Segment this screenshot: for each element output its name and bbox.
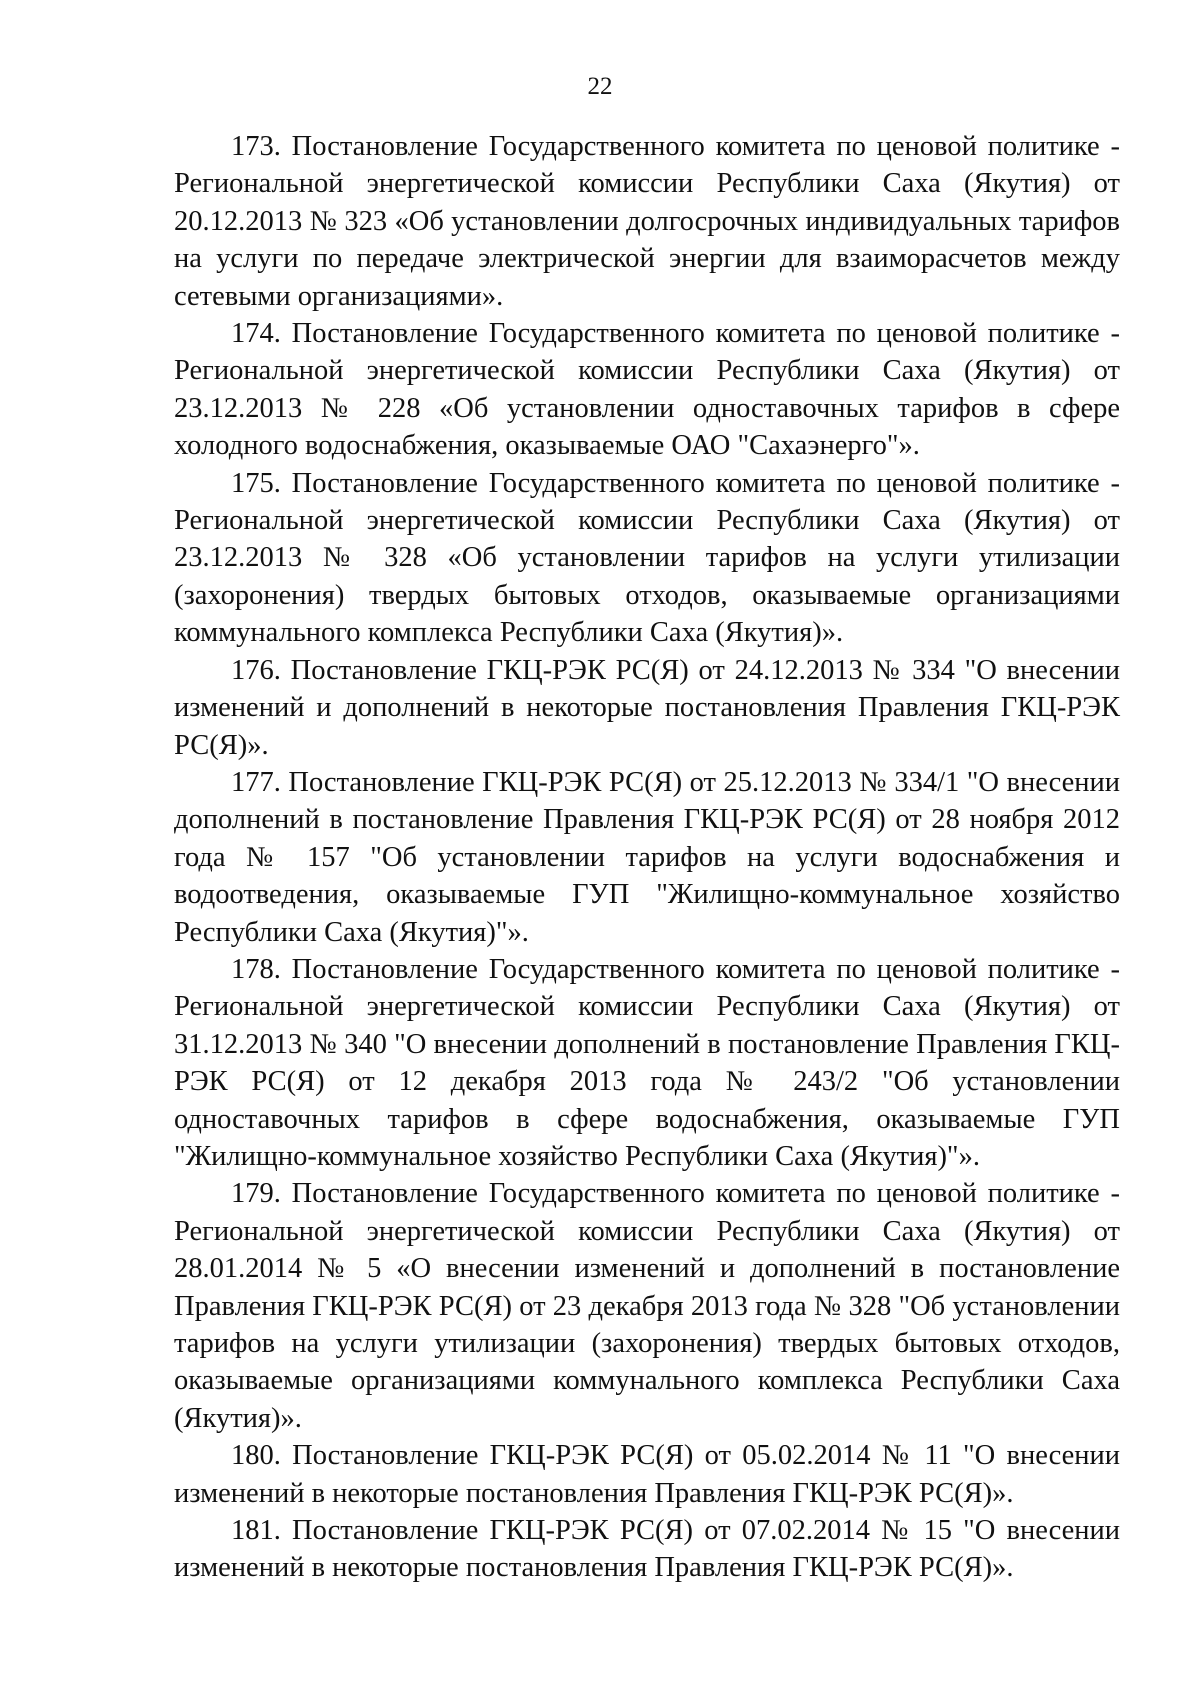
- document-body: [174, 128, 1120, 1587]
- list-item: 173. Постановление Государственного комитета по ценовой политике - Региональной энергетической комиссии Республики Саха (Якутия) от 20.12.2013 № 323 «Об установлении долгосрочных индивидуальных тарифов на услуги по передаче электрической энергии для взаиморасчетов между сетевыми организациями».: [174, 131, 1120, 312]
- list-item: 176. Постановление ГКЦ-РЭК РС(Я) от 24.12.2013 № 334 "О внесении изменений и дополнений в некоторые постановления Правления ГКЦ-РЭК РС(Я)».: [174, 654, 1120, 761]
- list-item: 178. Постановление Государственного комитета по ценовой политике - Региональной энергетической комиссии Республики Саха (Якутия) от 31.12.2013 № 340 "О внесении дополнений в постановление Правления ГКЦ-РЭК РС(Я) от 12 декабря 2013 года № 243/2 "Об установлении одноставочных тарифов в сфере водоснабжения, оказываемые ГУП "Жилищно-коммунальное хозяйство Республики Саха (Якутия)"».: [174, 953, 1120, 1172]
- page-number: 22: [587, 73, 613, 100]
- list-item: 177. Постановление ГКЦ-РЭК РС(Я) от 25.12.2013 № 334/1 "О внесении дополнений в постановление Правления ГКЦ-РЭК РС(Я) от 28 ноября 2012 года № 157 "Об установлении тарифов на услуги водоснабжения и водоотведения, оказываемые ГУП "Жилищно-коммунальное хозяйство Республики Саха (Якутия)"».: [174, 766, 1120, 948]
- list-item: 181. Постановление ГКЦ-РЭК РС(Я) от 07.02.2014 № 15 "О внесении изменений в некоторые постановления Правления ГКЦ-РЭК РС(Я)».: [174, 1515, 1120, 1584]
- list-item: 179. Постановление Государственного комитета по ценовой политике - Региональной энергетической комиссии Республики Саха (Якутия) от 28.01.2014 № 5 «О внесении изменений и дополнений в постановление Правления ГКЦ-РЭК РС(Я) от 23 декабря 2013 года № 328 "Об установлении тарифов на услуги утилизации (захоронения) твердых бытовых отходов, оказываемые организациями коммунального комплекса Республики Саха (Якутия)».: [174, 1178, 1120, 1434]
- list-item: 180. Постановление ГКЦ-РЭК РС(Я) от 05.02.2014 № 11 "О внесении изменений в некоторые постановления Правления ГКЦ-РЭК РС(Я)».: [174, 1440, 1120, 1509]
- list-item: 174. Постановление Государственного комитета по ценовой политике - Региональной энергетической комиссии Республики Саха (Якутия) от 23.12.2013 № 228 «Об установлении одноставочных тарифов в сфере холодного водоснабжения, оказываемые ОАО "Сахаэнерго"».: [174, 318, 1120, 462]
- list-item: 175. Постановление Государственного комитета по ценовой политике - Региональной энергетической комиссии Республики Саха (Якутия) от 23.12.2013 № 328 «Об установлении тарифов на услуги утилизации (захоронения) твердых бытовых отходов, оказываемые организациями коммунального комплекса Республики Саха (Якутия)».: [174, 467, 1120, 649]
